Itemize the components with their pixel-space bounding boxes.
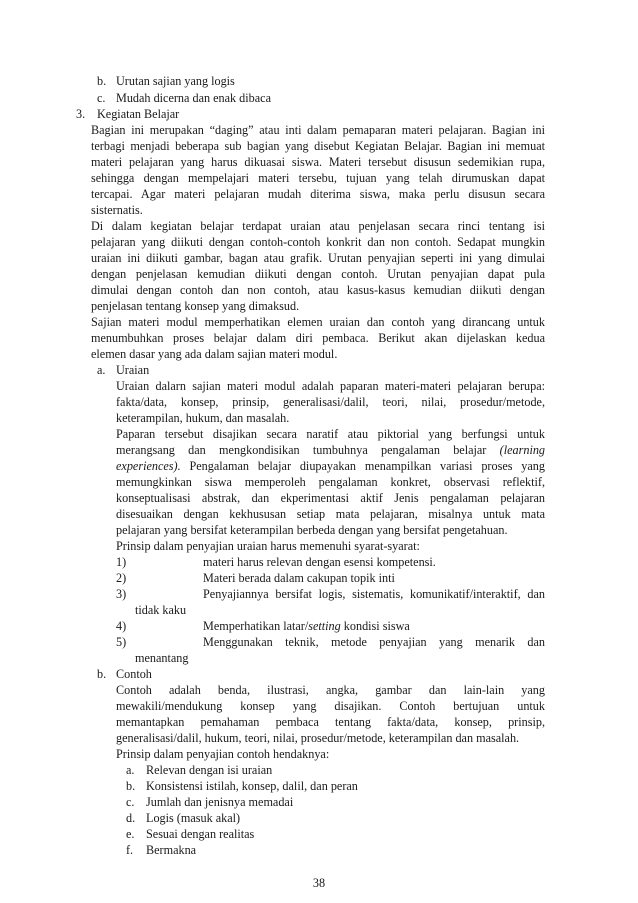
paragraph-line: disesuaikan dengan kekhususan setiap mata pelajaran, misalnya untuk mata	[116, 507, 545, 521]
list-marker: c.	[126, 795, 135, 809]
list-item-text: Relevan dengan isi uraian	[146, 763, 273, 777]
list-marker: b.	[97, 74, 107, 88]
item-text-continuation: tidak kaku	[135, 603, 187, 617]
paragraph-line: terbagi menjadi beberapa sub bagian yang disebut Kegiatan Belajar. Bagian ini memuat	[91, 139, 545, 153]
list-marker: f.	[126, 843, 134, 857]
paragraph-line: Bagian ini merupakan “daging” atau inti dalam pemaparan materi pelajaran. Bagian ini	[91, 123, 545, 137]
paragraph-line: sehingga dengan mempelajari materi tersebu, tujuan yang telah dirumuskan dapat	[91, 171, 545, 185]
paragraph-line	[116, 459, 545, 474]
paragraph-line: generalisasi/dalil, hukum, teori, nilai, prosedur/metode, keterampilan dan masalah.	[116, 731, 520, 745]
item-number: 5)	[116, 635, 127, 649]
item-number: 4)	[116, 619, 127, 633]
item-text-continuation: menantang	[135, 651, 189, 665]
subsection-title: Contoh	[116, 667, 152, 681]
section-title: Kegiatan Belajar	[97, 107, 180, 121]
list-item-text: Jumlah dan jenisnya memadai	[146, 795, 294, 809]
list-item-text: Sesuai dengan realitas	[146, 827, 255, 841]
paragraph-line: memungkinkan siswa memperoleh pengalaman konkret, observasi reflektif,	[116, 475, 545, 489]
text-run: Pengalaman belajar diupayakan menampilkan variasi proses yang	[180, 459, 545, 473]
paragraph-line: elemen dasar yang ada dalam sajian materi modul.	[91, 347, 338, 361]
item-text: materi harus relevan dengan esensi kompetensi.	[203, 555, 436, 569]
text-run: merangsang dan mengkondisikan tumbuhnya pengalaman belajar	[116, 443, 487, 457]
paragraph-line: Di dalam kegiatan belajar terdapat uraian atau penjelasan secara rinci tentang isi	[91, 219, 545, 233]
list-marker: b.	[126, 779, 136, 793]
paragraph-line: keterampilan, hukum, dan masalah.	[116, 411, 290, 425]
paragraph-line: Contoh adalah benda, ilustrasi, angka, gambar dan lain-lain yang	[116, 683, 545, 697]
item-text: Materi berada dalam cakupan topik inti	[203, 571, 395, 585]
text-run: Memperhatikan latar/	[203, 619, 309, 633]
italic-term: experiences).	[116, 459, 181, 473]
list-marker: c.	[97, 91, 106, 105]
item-text	[203, 619, 410, 634]
list-marker: a.	[126, 763, 135, 777]
item-text: Penyajiannya bersifat logis, sistematis, komunikatif/interaktif, dan	[203, 587, 545, 601]
section-number: 3.	[76, 107, 86, 121]
paragraph-line: uraian ini diikuti gambar, bagan atau grafik. Urutan penyajian seperti ini yang dimulai	[91, 251, 545, 265]
paragraph-line: Sajian materi modul memperhatikan elemen uraian dan contoh yang dirancang untuk	[91, 315, 545, 329]
item-text: Menggunakan teknik, metode penyajian yang menarik dan	[203, 635, 545, 649]
list-item-text: Konsistensi istilah, konsep, dalil, dan peran	[146, 779, 358, 793]
list-item-text: Mudah dicerna dan enak dibaca	[116, 91, 271, 105]
paragraph-line: dengan penjelasan kemudian diikuti dengan contoh. Urutan penyajian dapat pula	[91, 267, 545, 281]
paragraph-line: materi pelajaran yang harus dikuasai siswa. Materi tersebut disusun sedemikian rupa,	[91, 155, 545, 169]
paragraph-line: Paparan tersebut disajikan secara naratif atau piktorial yang berfungsi untuk	[116, 427, 545, 441]
italic-term: setting	[308, 619, 341, 633]
paragraph-line: Uraian dalarn sajian materi modul adalah paparan materi-materi pelajaran berupa:	[116, 379, 545, 393]
list-item-text: Bermakna	[146, 843, 197, 857]
list-marker: e.	[126, 827, 135, 841]
subsection-marker: b.	[97, 667, 107, 681]
paragraph-line: mewakili/mendukung konsep yang disajikan. Contoh bertujuan untuk	[116, 699, 545, 713]
paragraph-line	[116, 443, 545, 458]
paragraph-line: Prinsip dalam penyajian uraian harus memenuhi syarat-syarat:	[116, 539, 420, 553]
text-run: kondisi siswa	[340, 619, 410, 633]
list-item-text: Logis (masuk akal)	[146, 811, 241, 825]
item-number: 1)	[116, 555, 127, 569]
italic-term: (learning	[499, 443, 546, 457]
item-number: 3)	[116, 587, 127, 601]
subsection-title: Uraian	[116, 363, 150, 377]
paragraph-line: dimulai dengan contoh dan non contoh, atau kasus-kasus kemudian diikuti dengan	[91, 283, 545, 297]
page-number: 38	[312, 876, 326, 890]
paragraph-line: penjelasan tentang konsep yang dimaksud.	[91, 299, 300, 313]
paragraph-line: tercapai. Agar materi pelajaran mudah diterima siswa, maka perlu disusun secara	[91, 187, 545, 201]
paragraph-line: menumbuhkan proses belajar dalam diri pembaca. Berikut akan dijelaskan kedua	[91, 331, 545, 345]
paragraph-line: pelajaran yang bersifat keterampilan berbeda dengan yang bersifat pengetahuan.	[116, 523, 508, 537]
list-marker: d.	[126, 811, 136, 825]
list-item-text: Urutan sajian yang logis	[116, 74, 235, 88]
paragraph-line: sisternatis.	[91, 203, 143, 217]
paragraph-line: memantapkan pemahaman pembaca tentang fakta/data, konsep, prinsip,	[116, 715, 545, 729]
paragraph-line: Prinsip dalam penyajian contoh hendaknya:	[116, 747, 330, 761]
paragraph-line: konseptualisasi abstrak, dan ekperimentasi aktif Jenis pengalaman pelajaran	[116, 491, 545, 505]
paragraph-line: fakta/data, konsep, prinsip, generalisasi/dalil, teori, nilai, prosedur/metode,	[116, 395, 545, 409]
subsection-marker: a.	[97, 363, 106, 377]
item-number: 2)	[116, 571, 127, 585]
paragraph-line: pelajaran yang diikuti dengan contoh-contoh konkrit dan non contoh. Sedapat mungkin	[91, 235, 545, 249]
